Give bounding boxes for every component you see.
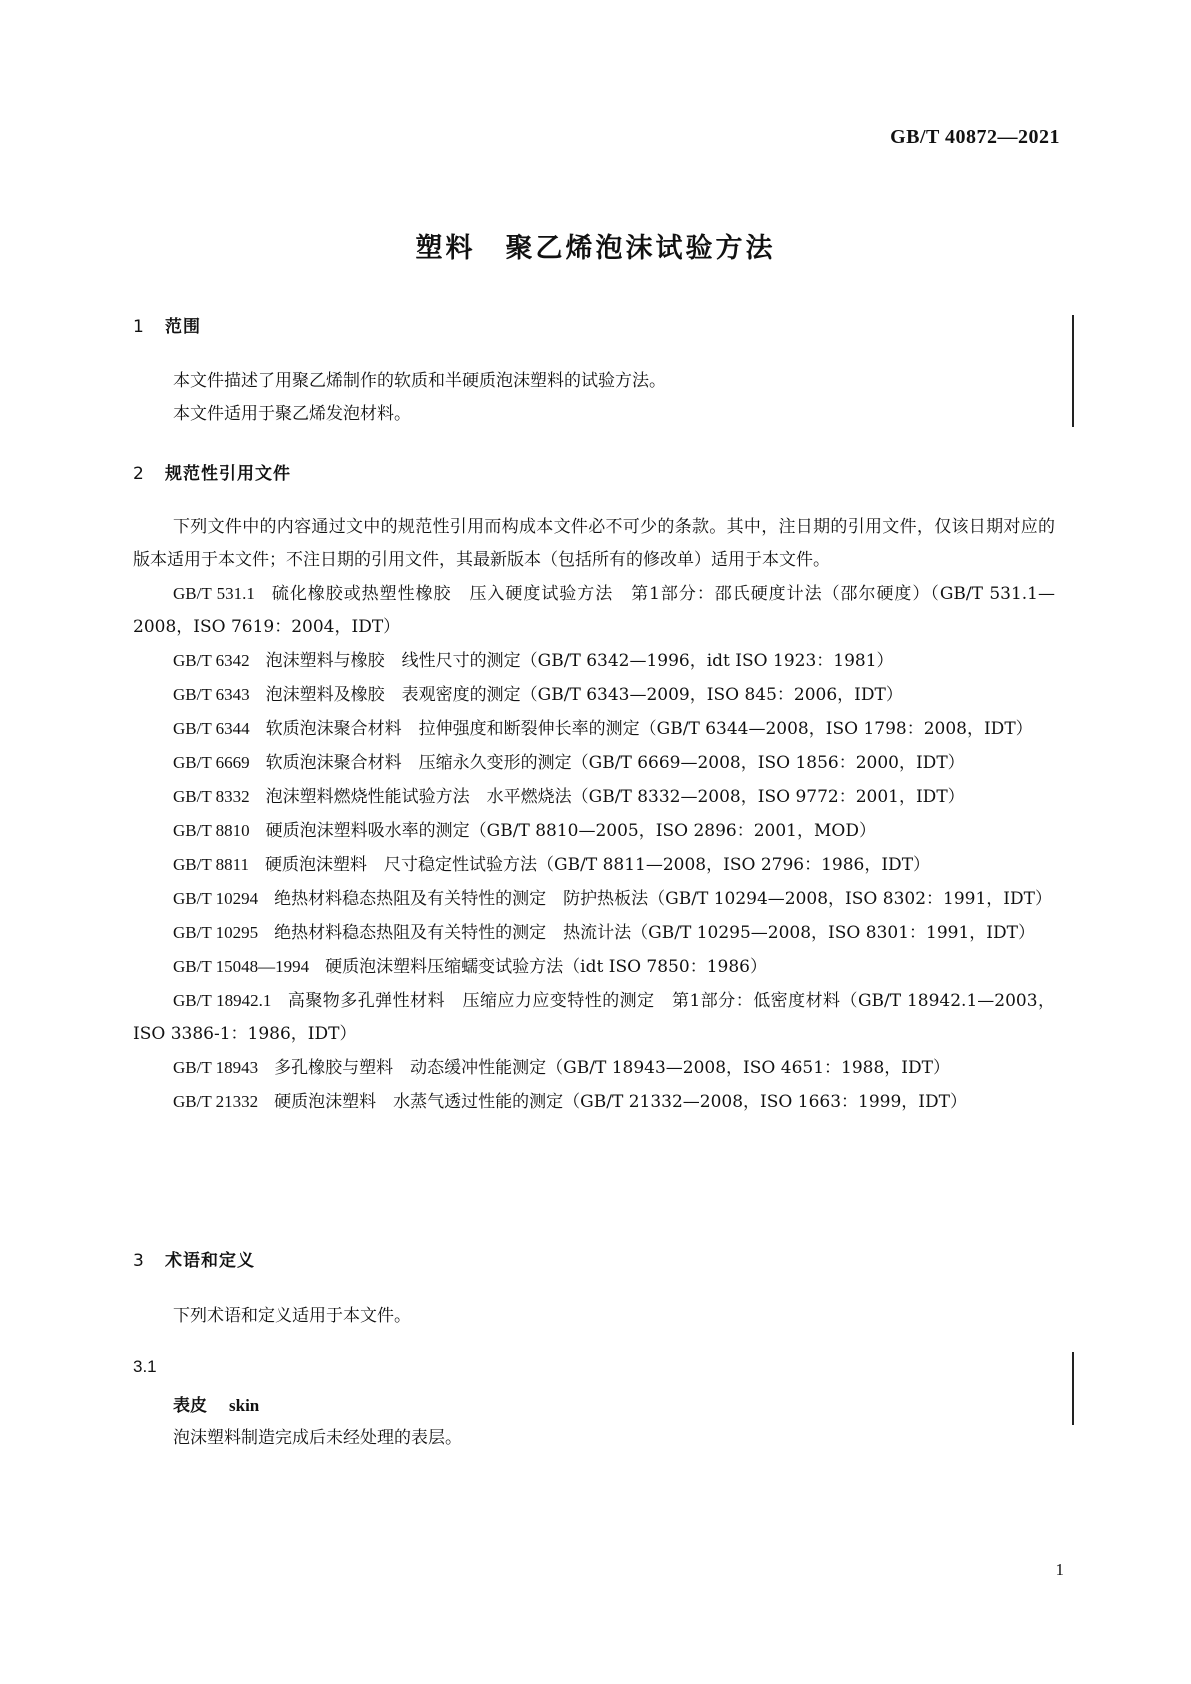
section-3-body — [133, 1300, 1055, 1333]
reference-code: GB/T 21332 — [173, 1092, 259, 1111]
term-number: 3.1 — [133, 1357, 157, 1376]
section-1-body — [133, 365, 1055, 431]
reference-code: GB/T 8332 — [173, 787, 250, 806]
reference-item — [133, 916, 1055, 950]
reference-title: 泡沫塑料燃烧性能试验方法 水平燃烧法（GB/T 8332—2008，ISO 9772：2001，IDT） — [265, 787, 965, 807]
reference-item — [133, 712, 1055, 746]
reference-title: 多孔橡胶与塑料 动态缓冲性能测定（GB/T 18943—2008，ISO 4651：1988，IDT） — [274, 1058, 950, 1078]
reference-item — [133, 882, 1055, 916]
reference-code: GB/T 10294 — [173, 889, 259, 908]
reference-code: GB/T 18943 — [173, 1058, 259, 1077]
section-1-heading — [133, 312, 201, 337]
section-1-para-1: 本文件描述了用聚乙烯制作的软质和半硬质泡沫塑料的试验方法。 — [173, 371, 666, 391]
reference-item — [133, 814, 1055, 848]
document-title — [0, 226, 1191, 265]
section-2-number: 2 — [133, 464, 145, 484]
reference-title: 高聚物多孔弹性材料 压缩应力应变特性的测定 第1部分：低密度材料（GB/T 18942.1—2003，ISO 3386-1：1986，IDT） — [133, 991, 1056, 1044]
reference-code: GB/T 6669 — [173, 753, 250, 772]
references-intro: 下列文件中的内容通过文中的规范性引用而构成本文件必不可少的条款。其中，注日期的引用文件，仅该日期对应的版本适用于本文件；不注日期的引用文件，其最新版本（包括所有的修改单）适用于本文件。 — [133, 517, 1055, 570]
section-3-title: 术语和定义 — [165, 1251, 255, 1271]
section-3-intro: 下列术语和定义适用于本文件。 — [173, 1306, 411, 1326]
reference-code: GB/T 10295 — [173, 923, 259, 942]
reference-code: GB/T 6344 — [173, 719, 250, 738]
title-part-2: 聚乙烯泡沫试验方法 — [505, 233, 776, 264]
reference-code: GB/T 8810 — [173, 821, 250, 840]
reference-title: 泡沫塑料及橡胶 表观密度的测定（GB/T 6343—2009，ISO 845：2006，IDT） — [265, 685, 903, 705]
reference-title: 硬质泡沫塑料 尺寸稳定性试验方法（GB/T 8811—2008，ISO 2796：1986，IDT） — [265, 855, 931, 875]
reference-item — [133, 984, 1055, 1051]
reference-item — [133, 644, 1055, 678]
title-part-1: 塑料 — [415, 233, 476, 264]
reference-title: 硬质泡沫塑料吸水率的测定（GB/T 8810—2005，ISO 2896：2001，MOD） — [265, 821, 876, 841]
section-2-title: 规范性引用文件 — [165, 464, 291, 484]
margin-change-bar — [1072, 315, 1074, 427]
reference-code: GB/T 6343 — [173, 685, 250, 704]
section-1-title: 范围 — [165, 317, 201, 337]
reference-code: GB/T 15048—1994 — [173, 957, 310, 976]
reference-item — [133, 678, 1055, 712]
term-entry — [173, 1391, 259, 1416]
term-chinese: 表皮 — [173, 1396, 207, 1416]
reference-item — [133, 1051, 1055, 1085]
normative-references — [133, 511, 1055, 1119]
reference-item — [133, 848, 1055, 882]
reference-item — [133, 577, 1055, 644]
reference-title: 绝热材料稳态热阻及有关特性的测定 防护热板法（GB/T 10294—2008，ISO 8302：1991，IDT） — [274, 889, 1052, 909]
reference-item — [133, 780, 1055, 814]
section-2-heading — [133, 459, 291, 484]
reference-title: 硬质泡沫塑料压缩蠕变试验方法（idt ISO 7850：1986） — [325, 957, 767, 977]
reference-item — [133, 746, 1055, 780]
reference-title: 软质泡沫聚合材料 拉伸强度和断裂伸长率的测定（GB/T 6344—2008，ISO 1798：2008，IDT） — [265, 719, 1033, 739]
term-english: skin — [229, 1396, 260, 1415]
section-3-number: 3 — [133, 1251, 145, 1271]
reference-code: GB/T 6342 — [173, 651, 250, 670]
reference-code: GB/T 8811 — [173, 855, 250, 874]
reference-item — [133, 950, 1055, 984]
reference-title: 硬质泡沫塑料 水蒸气透过性能的测定（GB/T 21332—2008，ISO 1663：1999，IDT） — [274, 1092, 967, 1112]
page-number: 1 — [1055, 1560, 1064, 1579]
reference-code: GB/T 18942.1 — [173, 991, 272, 1010]
section-1-number: 1 — [133, 317, 145, 337]
reference-code: GB/T 531.1 — [173, 584, 255, 603]
reference-title: 硫化橡胶或热塑性橡胶 压入硬度试验方法 第1部分：邵氏硬度计法（邵尔硬度）（GB/T 531.1—2008，ISO 7619：2004，IDT） — [133, 584, 1055, 637]
reference-title: 软质泡沫聚合材料 压缩永久变形的测定（GB/T 6669—2008，ISO 1856：2000，IDT） — [265, 753, 965, 773]
reference-title: 绝热材料稳态热阻及有关特性的测定 热流计法（GB/T 10295—2008，ISO 8301：1991，IDT） — [274, 923, 1035, 943]
section-3-heading — [133, 1246, 255, 1271]
reference-item — [133, 1085, 1055, 1119]
margin-change-bar — [1072, 1352, 1074, 1425]
section-1-para-2: 本文件适用于聚乙烯发泡材料。 — [173, 404, 411, 424]
standard-number: GB/T 40872—2021 — [890, 126, 1060, 148]
reference-title: 泡沫塑料与橡胶 线性尺寸的测定（GB/T 6342—1996，idt ISO 1923：1981） — [265, 651, 894, 671]
term-definition: 泡沫塑料制造完成后未经处理的表层。 — [173, 1428, 462, 1448]
